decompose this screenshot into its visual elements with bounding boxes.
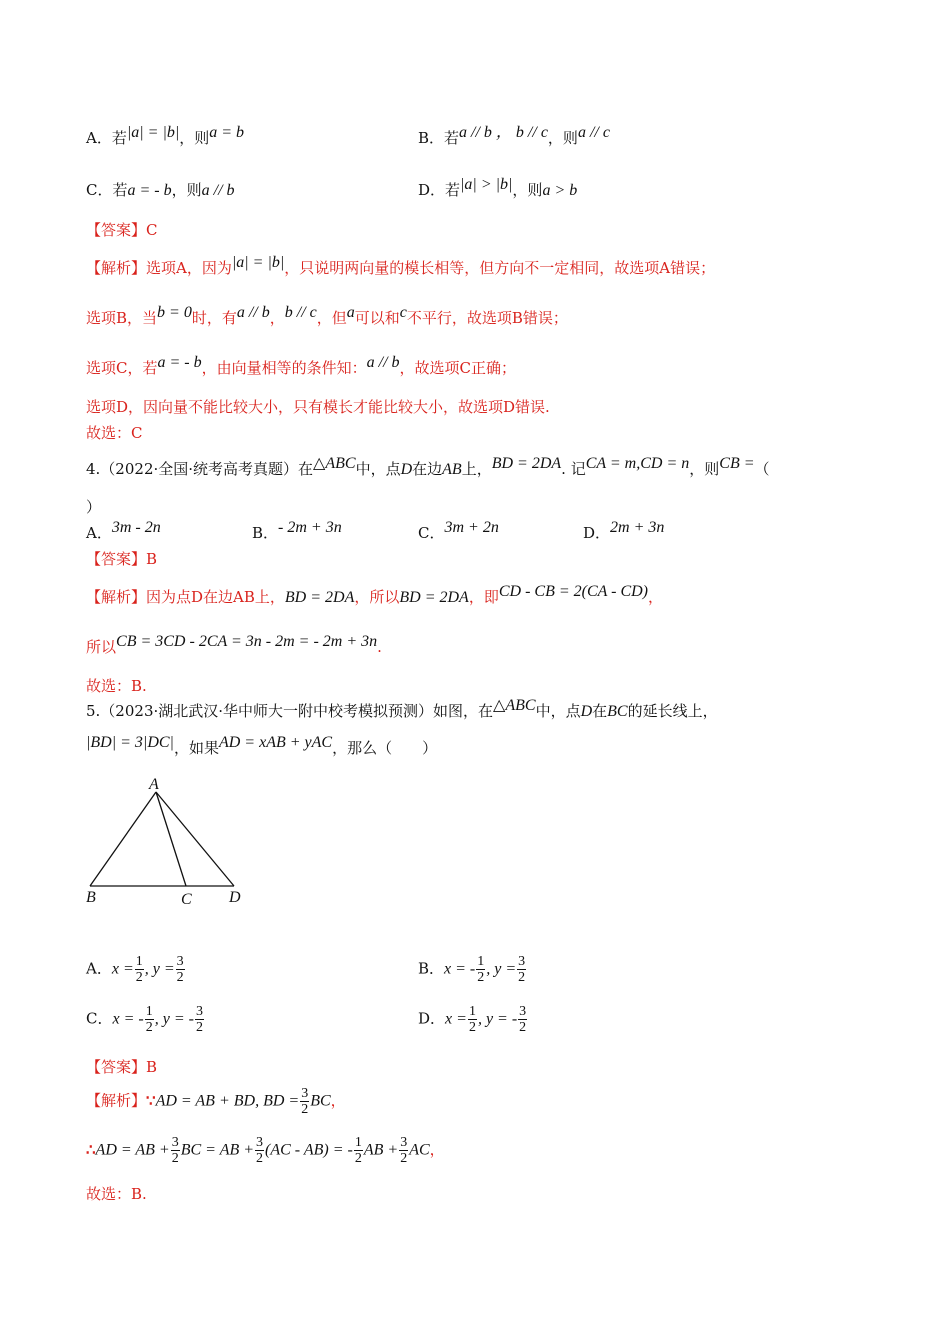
vertex-label-a: A bbox=[149, 776, 159, 793]
q3-analysis-line-1 bbox=[86, 254, 716, 279]
math-expr: CB = bbox=[719, 455, 755, 472]
segment-ac bbox=[156, 792, 186, 886]
text: ，如果 bbox=[173, 739, 219, 757]
analysis-tag: 【解析】 bbox=[86, 259, 147, 277]
math-expr: AD = xAB + yAC bbox=[218, 734, 333, 751]
math-expr: △ABC bbox=[313, 455, 356, 472]
q3-choose: 故选：C bbox=[86, 424, 143, 442]
q3-analysis-line-3 bbox=[86, 354, 516, 379]
math-expr: , y = bbox=[486, 960, 517, 978]
q5-answer: 【答案】B bbox=[86, 1058, 158, 1076]
math-expr: b // c bbox=[284, 304, 317, 321]
q5-analysis-line-2 bbox=[86, 1135, 445, 1166]
fraction: $\frac{3}{2}$ bbox=[176, 954, 184, 985]
vertex-label-b: B bbox=[86, 889, 96, 906]
text: 可以和 bbox=[354, 309, 400, 327]
q5-option-d bbox=[418, 1004, 528, 1035]
math-expr: D bbox=[580, 703, 593, 720]
fraction: $\frac{3}{2}$ bbox=[400, 1135, 408, 1166]
fraction: $\frac{3}{2}$ bbox=[518, 954, 526, 985]
segment-ad bbox=[156, 792, 234, 886]
analysis-tag: 【解析】 bbox=[86, 588, 147, 606]
math-expr: |a| = |b| bbox=[231, 254, 285, 271]
text: ，则 bbox=[689, 460, 720, 478]
q5-option-c bbox=[86, 1004, 205, 1035]
text: . bbox=[377, 638, 382, 656]
math-expr: AD = AB + BD, BD = bbox=[155, 1092, 300, 1110]
fraction: $\frac{3}{2}$ bbox=[256, 1135, 264, 1166]
option-label: D．若 bbox=[418, 181, 461, 199]
text: 选项A，因为 bbox=[146, 259, 232, 277]
text: ，则 bbox=[179, 129, 210, 147]
math-expr: |a| = |b| bbox=[126, 124, 180, 141]
math-expr: x = bbox=[111, 960, 134, 978]
text: 在 bbox=[592, 702, 608, 720]
option-label: A． bbox=[86, 959, 112, 978]
text: 中，点 bbox=[355, 460, 401, 478]
q4-option-a bbox=[86, 519, 161, 543]
option-label: C． bbox=[86, 1009, 113, 1028]
q4-option-b bbox=[252, 519, 342, 543]
math-expr: a = - b bbox=[157, 354, 202, 371]
math-expr: 2m + 3n bbox=[610, 519, 665, 536]
q3-analysis-line-2 bbox=[86, 304, 568, 329]
text: ， bbox=[648, 588, 664, 606]
q4-analysis-line-1 bbox=[86, 583, 664, 608]
text: ，则 bbox=[171, 181, 202, 199]
fraction: $\frac{1}{2}$ bbox=[135, 954, 143, 985]
text: 在边 bbox=[412, 460, 443, 478]
math-expr: , y = bbox=[144, 960, 175, 978]
math-expr: c bbox=[399, 304, 407, 321]
math-expr: AC bbox=[409, 1141, 430, 1159]
text: ，由向量相等的条件知： bbox=[201, 359, 367, 377]
math-expr: 3m - 2n bbox=[111, 519, 161, 536]
text: 选项C，若 bbox=[86, 359, 158, 377]
math-expr: AB + bbox=[363, 1141, 399, 1159]
segment-ab bbox=[90, 792, 156, 886]
math-expr: x = bbox=[445, 1010, 467, 1028]
math-expr: a = b bbox=[209, 124, 245, 141]
q5-stem bbox=[86, 697, 718, 722]
text: 时，有 bbox=[191, 309, 237, 327]
fraction: $\frac{3}{2}$ bbox=[301, 1086, 309, 1117]
text: . 记 bbox=[561, 460, 586, 478]
text: ，只说明两向量的模长相等，但方向不一定相同，故选项A错误； bbox=[284, 259, 716, 277]
fraction: $\frac{1}{2}$ bbox=[477, 954, 485, 985]
q4-choose: 故选：B. bbox=[86, 677, 147, 695]
math-expr: b = 0 bbox=[157, 304, 192, 321]
math-expr: BD = 2DA bbox=[399, 589, 469, 606]
q3-option-a bbox=[86, 124, 245, 149]
text: ，但 bbox=[316, 309, 347, 327]
fraction: $\frac{3}{2}$ bbox=[171, 1135, 179, 1166]
q5-choose: 故选：B. bbox=[86, 1185, 147, 1203]
text: ，所以 bbox=[354, 588, 400, 606]
q4-answer: 【答案】B bbox=[86, 550, 158, 568]
fraction: $\frac{3}{2}$ bbox=[195, 1004, 203, 1035]
math-expr: a // b bbox=[201, 182, 235, 199]
math-expr: a // b bbox=[236, 304, 270, 321]
math-expr: △ABC bbox=[493, 697, 536, 714]
text: 因为点D在边AB上， bbox=[146, 588, 285, 606]
math-expr: BC bbox=[607, 703, 628, 720]
math-expr: CD - CB = 2(CA - CD) bbox=[498, 583, 649, 600]
therefore-symbol: ∴ bbox=[86, 1140, 96, 1159]
option-label: A．若 bbox=[86, 129, 127, 147]
math-expr: (AC - AB) = - bbox=[265, 1141, 353, 1159]
text: ，那么（ ） bbox=[332, 739, 438, 757]
text: 不平行，故选项B错误； bbox=[406, 309, 568, 327]
q5-option-a bbox=[86, 954, 186, 985]
math-expr: x = - bbox=[444, 960, 476, 978]
text: ， bbox=[330, 1091, 346, 1110]
because-symbol: ∵ bbox=[146, 1091, 156, 1110]
math-expr: BC bbox=[310, 1092, 331, 1110]
math-expr: x = - bbox=[112, 1010, 144, 1028]
math-expr: |a| > |b| bbox=[460, 176, 513, 193]
math-expr: a > b bbox=[542, 182, 578, 199]
q4-option-c bbox=[418, 519, 499, 543]
text: 的延长线上， bbox=[627, 702, 718, 720]
option-label: B．若 bbox=[418, 129, 460, 147]
option-label: A． bbox=[86, 524, 112, 542]
math-expr: CB = 3CD - 2CA = 3n - 2m = - 2m + 3n bbox=[116, 633, 378, 650]
math-expr: , y = - bbox=[477, 1010, 518, 1028]
math-expr: |BD| = 3|DC| bbox=[86, 734, 174, 751]
text: ，故选项C正确； bbox=[399, 359, 516, 377]
q4-stem bbox=[86, 455, 770, 480]
q4-option-d bbox=[583, 519, 665, 543]
text: ，则 bbox=[547, 129, 578, 147]
math-expr: BD = 2DA bbox=[491, 455, 562, 472]
q5-stem-line-2 bbox=[86, 734, 438, 759]
text: ，则 bbox=[512, 181, 543, 199]
option-label: B． bbox=[418, 959, 445, 978]
q3-analysis-line-4: 选项D，因向量不能比较大小，只有模长才能比较大小，故选项D错误. bbox=[86, 398, 550, 416]
q3-option-b bbox=[418, 124, 610, 149]
option-label: B． bbox=[252, 524, 279, 542]
q3-option-c bbox=[86, 180, 235, 201]
fraction: $\frac{1}{2}$ bbox=[145, 1004, 153, 1035]
fraction: $\frac{1}{2}$ bbox=[354, 1135, 362, 1166]
vertex-label-d: D bbox=[229, 889, 241, 906]
option-label: D． bbox=[583, 524, 611, 542]
math-expr: a bbox=[346, 304, 355, 321]
math-expr: D bbox=[400, 461, 413, 478]
math-expr: CA = m,CD = n bbox=[585, 455, 690, 472]
math-expr: BD = 2DA bbox=[284, 589, 355, 606]
q3-answer: 【答案】C bbox=[86, 221, 158, 239]
text: ，即 bbox=[468, 588, 499, 606]
math-expr: a // b ， b // c bbox=[459, 124, 548, 141]
vertex-label-c: C bbox=[181, 891, 192, 908]
text: ， bbox=[269, 309, 285, 327]
text: （ bbox=[754, 460, 770, 478]
text: 4.（2022·全国·统考高考真题）在 bbox=[86, 460, 314, 478]
math-expr: 3m + 2n bbox=[444, 519, 499, 536]
q5-analysis-line-1 bbox=[86, 1086, 346, 1117]
triangle-figure bbox=[80, 770, 260, 910]
q4-analysis-line-2 bbox=[86, 633, 382, 658]
text: 中，点 bbox=[535, 702, 581, 720]
analysis-tag: 【解析】 bbox=[86, 1091, 147, 1110]
fraction: $\frac{3}{2}$ bbox=[519, 1004, 527, 1035]
text: 上， bbox=[461, 460, 492, 478]
fraction: $\frac{1}{2}$ bbox=[468, 1004, 476, 1035]
q4-stem-close: ） bbox=[86, 498, 102, 516]
text: 所以 bbox=[86, 638, 117, 656]
math-expr: - 2m + 3n bbox=[278, 519, 342, 536]
math-expr: a // b bbox=[366, 354, 400, 371]
math-expr: a // c bbox=[577, 124, 610, 141]
q3-option-d bbox=[418, 176, 578, 201]
math-expr: BC = AB + bbox=[180, 1141, 255, 1159]
math-expr: , y = - bbox=[154, 1010, 194, 1028]
math-expr: a = - b bbox=[127, 182, 172, 199]
option-label: C． bbox=[418, 524, 445, 542]
text: 5.（2023·湖北武汉·华中师大一附中校考模拟预测）如图，在 bbox=[86, 702, 494, 720]
q5-option-b bbox=[418, 954, 527, 985]
text: ， bbox=[429, 1140, 445, 1159]
text: 选项B，当 bbox=[86, 309, 158, 327]
option-label: C．若 bbox=[86, 181, 128, 199]
math-expr: AD = AB + bbox=[95, 1141, 170, 1159]
math-expr: AB bbox=[442, 461, 462, 478]
option-label: D． bbox=[418, 1009, 446, 1028]
